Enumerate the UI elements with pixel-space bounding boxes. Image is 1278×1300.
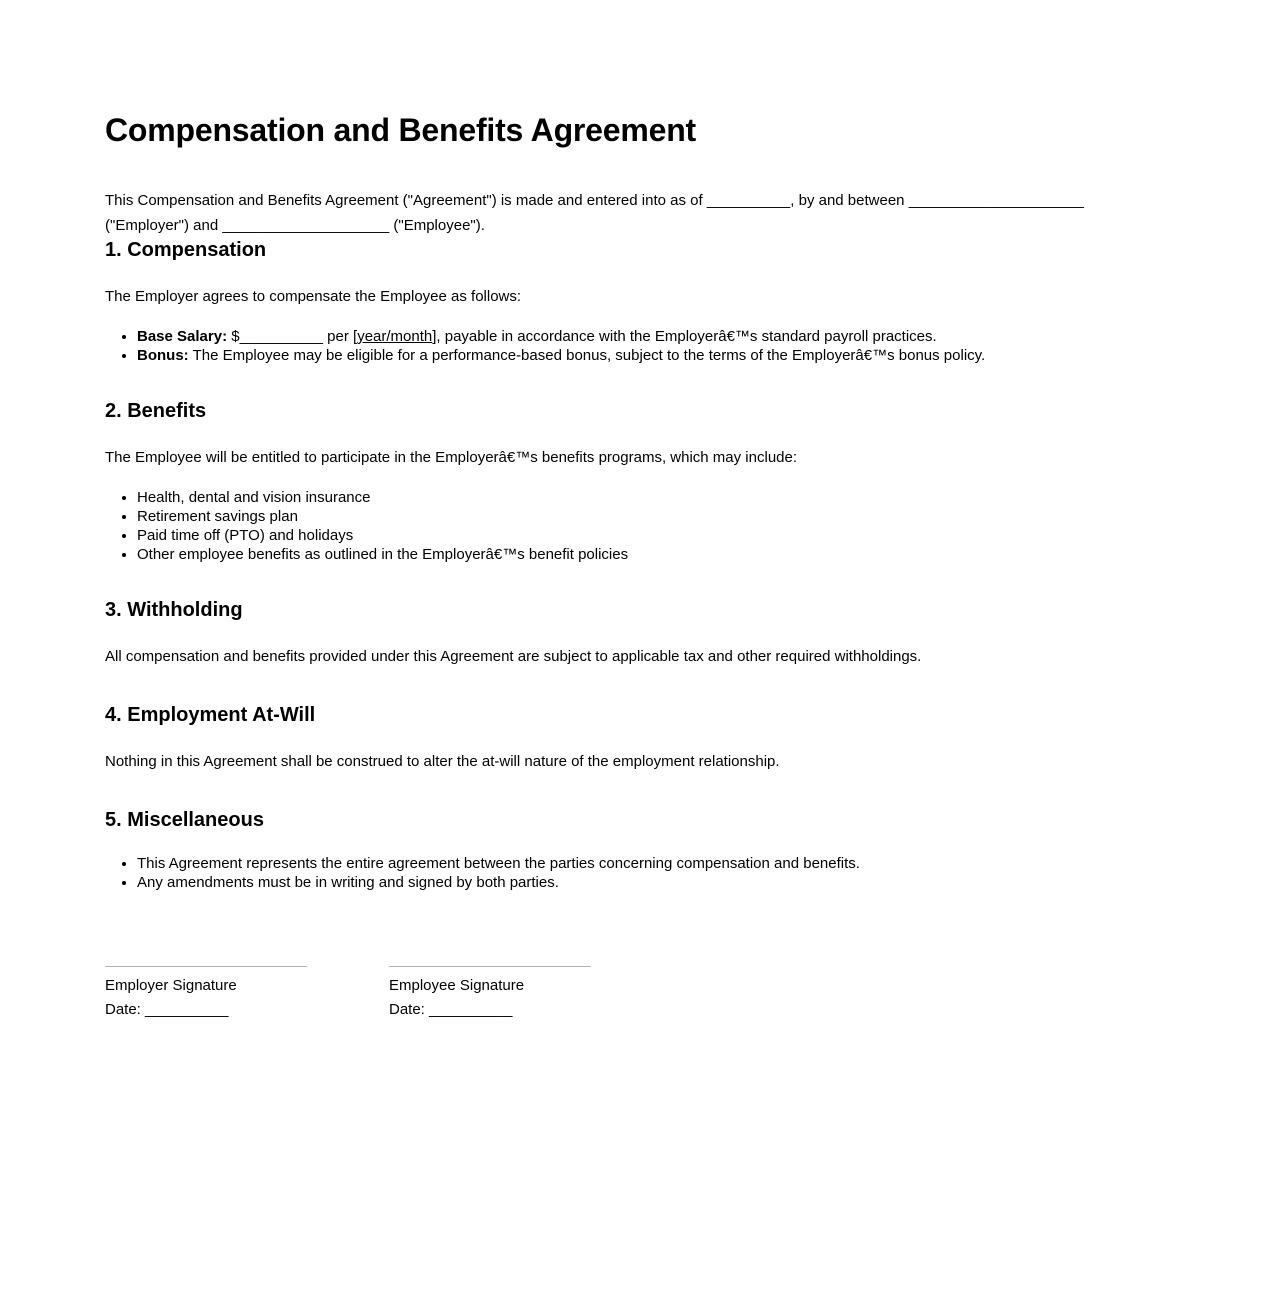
employee-signature-line[interactable]: [389, 966, 591, 967]
blank-employer-date[interactable]: __________: [145, 1000, 229, 1018]
list-item: [137, 327, 1173, 346]
employer-signature-block: [105, 966, 307, 1022]
blank-employee-date[interactable]: __________: [429, 1000, 513, 1018]
base-salary-text-after: ], payable in accordance with the Employerâ€™s standard payroll practices.: [432, 327, 937, 345]
section-lead-benefits: The Employee will be entitled to participate in the Employerâ€™s benefits programs, which may include:: [105, 448, 798, 466]
section-withholding: [105, 598, 1173, 669]
section-heading-employment-at-will: 4. Employment At-Will: [105, 703, 316, 726]
blank-employee-name[interactable]: ____________________: [222, 216, 390, 234]
bonus-label: Bonus:: [137, 346, 189, 364]
section-heading-benefits: 2. Benefits: [105, 399, 207, 422]
section-employment-at-will: [105, 703, 1173, 774]
employer-signature-label: Employer Signature: [105, 976, 237, 994]
section-benefits: [105, 399, 1173, 564]
intro-text-part4: ("Employee").: [389, 216, 485, 234]
base-salary-period-option[interactable]: year/month: [357, 327, 433, 345]
section-heading-withholding: 3. Withholding: [105, 598, 243, 621]
section-lead-employment-at-will: Nothing in this Agreement shall be construed to alter the at-will nature of the employment relationship.: [105, 752, 780, 770]
miscellaneous-list: [105, 854, 1173, 892]
section-heading-miscellaneous: 5. Miscellaneous: [105, 808, 264, 831]
section-miscellaneous: [105, 808, 1173, 892]
list-item: • Retirement savings plan: [137, 507, 1173, 526]
list-item: • Any amendments must be in writing and signed by both parties.: [137, 873, 1173, 892]
blank-base-salary[interactable]: __________: [239, 327, 324, 345]
intro-text-part2: , by and between: [790, 191, 909, 209]
employer-signature-line[interactable]: [105, 966, 307, 967]
list-item: • This Agreement represents the entire agreement between the parties concerning compensation and benefits.: [137, 854, 1173, 873]
employer-date-row: [105, 998, 307, 1022]
page-title: Compensation and Benefits Agreement: [105, 112, 697, 148]
intro-text-part3: ("Employer") and: [105, 216, 223, 234]
intro-paragraph: [105, 188, 1147, 238]
section-lead-compensation: The Employer agrees to compensate the Employee as follows:: [105, 287, 522, 305]
blank-employer-name[interactable]: _____________________: [908, 191, 1084, 209]
employee-signature-block: [389, 966, 591, 1022]
list-item: • Health, dental and vision insurance: [137, 488, 1173, 507]
employee-signature-label: Employee Signature: [389, 976, 525, 994]
bonus-text: The Employee may be eligible for a performance-based bonus, subject to the terms of the Employerâ€™s bonus policy.: [188, 346, 986, 364]
benefits-list: [105, 488, 1173, 564]
base-salary-text-before: $: [227, 327, 240, 345]
base-salary-text-mid: per [: [323, 327, 358, 345]
section-compensation: [105, 238, 1173, 365]
compensation-list: [105, 327, 1173, 365]
base-salary-label: Base Salary:: [137, 327, 228, 345]
employee-date-label: Date:: [389, 1000, 430, 1018]
employer-date-label: Date:: [105, 1000, 146, 1018]
intro-text-part1: This Compensation and Benefits Agreement ("Agreement") is made and entered into as of: [105, 191, 707, 209]
list-item: • Paid time off (PTO) and holidays: [137, 526, 1173, 545]
signature-area: [105, 966, 1173, 1022]
section-heading-compensation: 1. Compensation: [105, 238, 267, 261]
list-item: [137, 346, 1173, 365]
employee-date-row: [389, 998, 591, 1022]
section-lead-withholding: All compensation and benefits provided under this Agreement are subject to applicable tax and other required withholdings.: [105, 647, 922, 665]
blank-agreement-date[interactable]: __________: [706, 191, 791, 209]
list-item: • Other employee benefits as outlined in the Employerâ€™s benefit policies: [137, 545, 1173, 564]
